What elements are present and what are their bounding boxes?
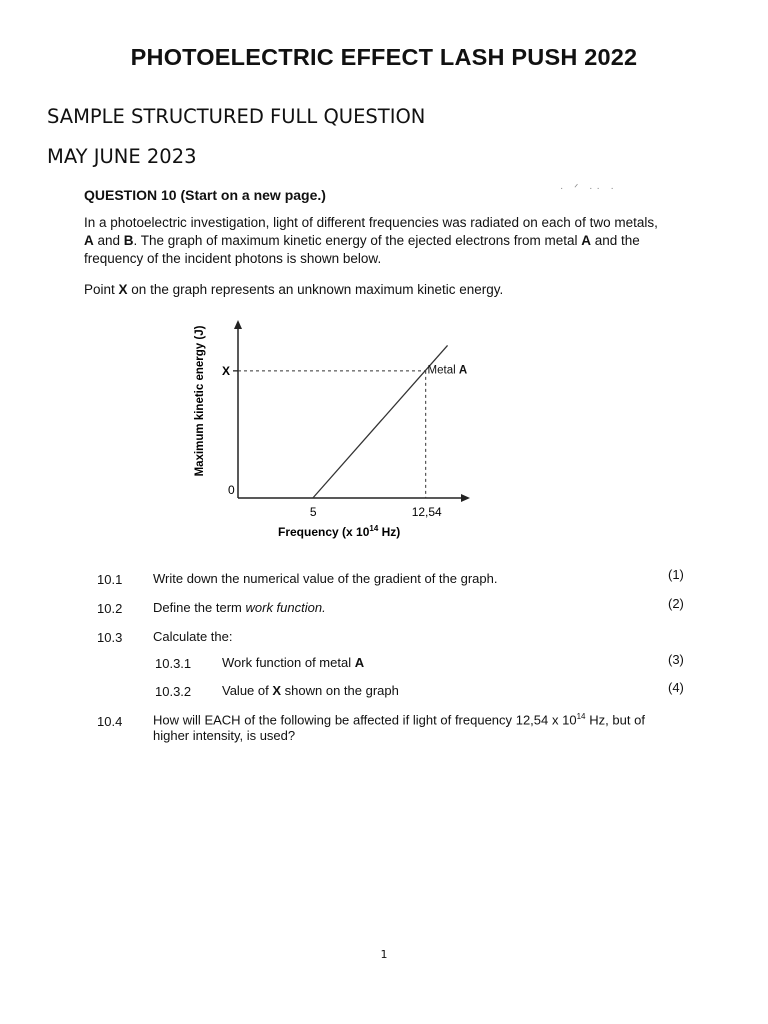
subquestion-number: 10.2 xyxy=(97,601,123,616)
subquestion-text: Work function of metal A xyxy=(222,655,365,670)
subquestion-text: Calculate the: xyxy=(153,629,233,644)
origin-label: 0 xyxy=(228,483,235,497)
subquestion-number: 10.3 xyxy=(97,630,123,645)
subquestion-text: How will EACH of the following be affected if light of frequency 12,54 x $10^{14}$ Hz, but of higher intensity, is used? xyxy=(153,712,646,744)
subquestion-marks: (1) xyxy=(668,567,684,582)
y-axis-arrow xyxy=(234,320,242,329)
point-description: Point X on the graph represents an unknown maximum kinetic energy. xyxy=(84,282,504,297)
subquestion-marks: (4) xyxy=(668,680,684,695)
question-intro: In a photoelectric investigation, light of different frequencies was radiated on each of two metals, A and B. The graph of maximum kinetic energy of the ejected electrons from metal A and the frequency of the incident photons is shown below. xyxy=(84,215,658,266)
page-title: PHOTOELECTRIC EFFECT LASH PUSH 2022 xyxy=(130,44,638,70)
subquestion-marks: (2) xyxy=(668,596,684,611)
question-heading: QUESTION 10 (Start on a new page.) xyxy=(84,187,326,203)
page-number: 1 xyxy=(380,948,388,961)
x-axis-arrow xyxy=(461,494,470,502)
x-tick-label: 5 xyxy=(309,505,317,519)
series-label: Metal A xyxy=(427,364,468,377)
x-axis-title: Frequency (x $10^{14}$ Hz) xyxy=(278,524,401,539)
exam-session: MAY JUNE 2023 xyxy=(47,145,197,168)
y-axis-title: Maximum kinetic energy (J) xyxy=(194,325,206,477)
subquestion-number: 10.1 xyxy=(97,572,123,587)
subquestion-number: 10.3.1 xyxy=(155,656,192,671)
subquestion-number: 10.3.2 xyxy=(155,684,192,699)
subquestion-text: Value of X shown on the graph xyxy=(222,683,399,698)
y-tick-label: X xyxy=(222,363,231,378)
section-subtitle: SAMPLE STRUCTURED FULL QUESTION xyxy=(47,105,426,128)
graph-labels xyxy=(194,325,467,539)
subquestion-text: Define the term work function. xyxy=(153,600,326,615)
graph-axes xyxy=(234,320,470,502)
x-tick-label: 12,54 xyxy=(411,505,442,519)
scan-artifact: · ᐟ ·· · xyxy=(560,183,618,194)
graph-marks xyxy=(233,345,448,498)
subquestion-marks: (3) xyxy=(668,652,684,667)
subquestion-text: Write down the numerical value of the gradient of the graph. xyxy=(153,571,498,586)
ke-frequency-graph xyxy=(180,312,490,544)
subquestion-number: 10.4 xyxy=(97,714,123,729)
